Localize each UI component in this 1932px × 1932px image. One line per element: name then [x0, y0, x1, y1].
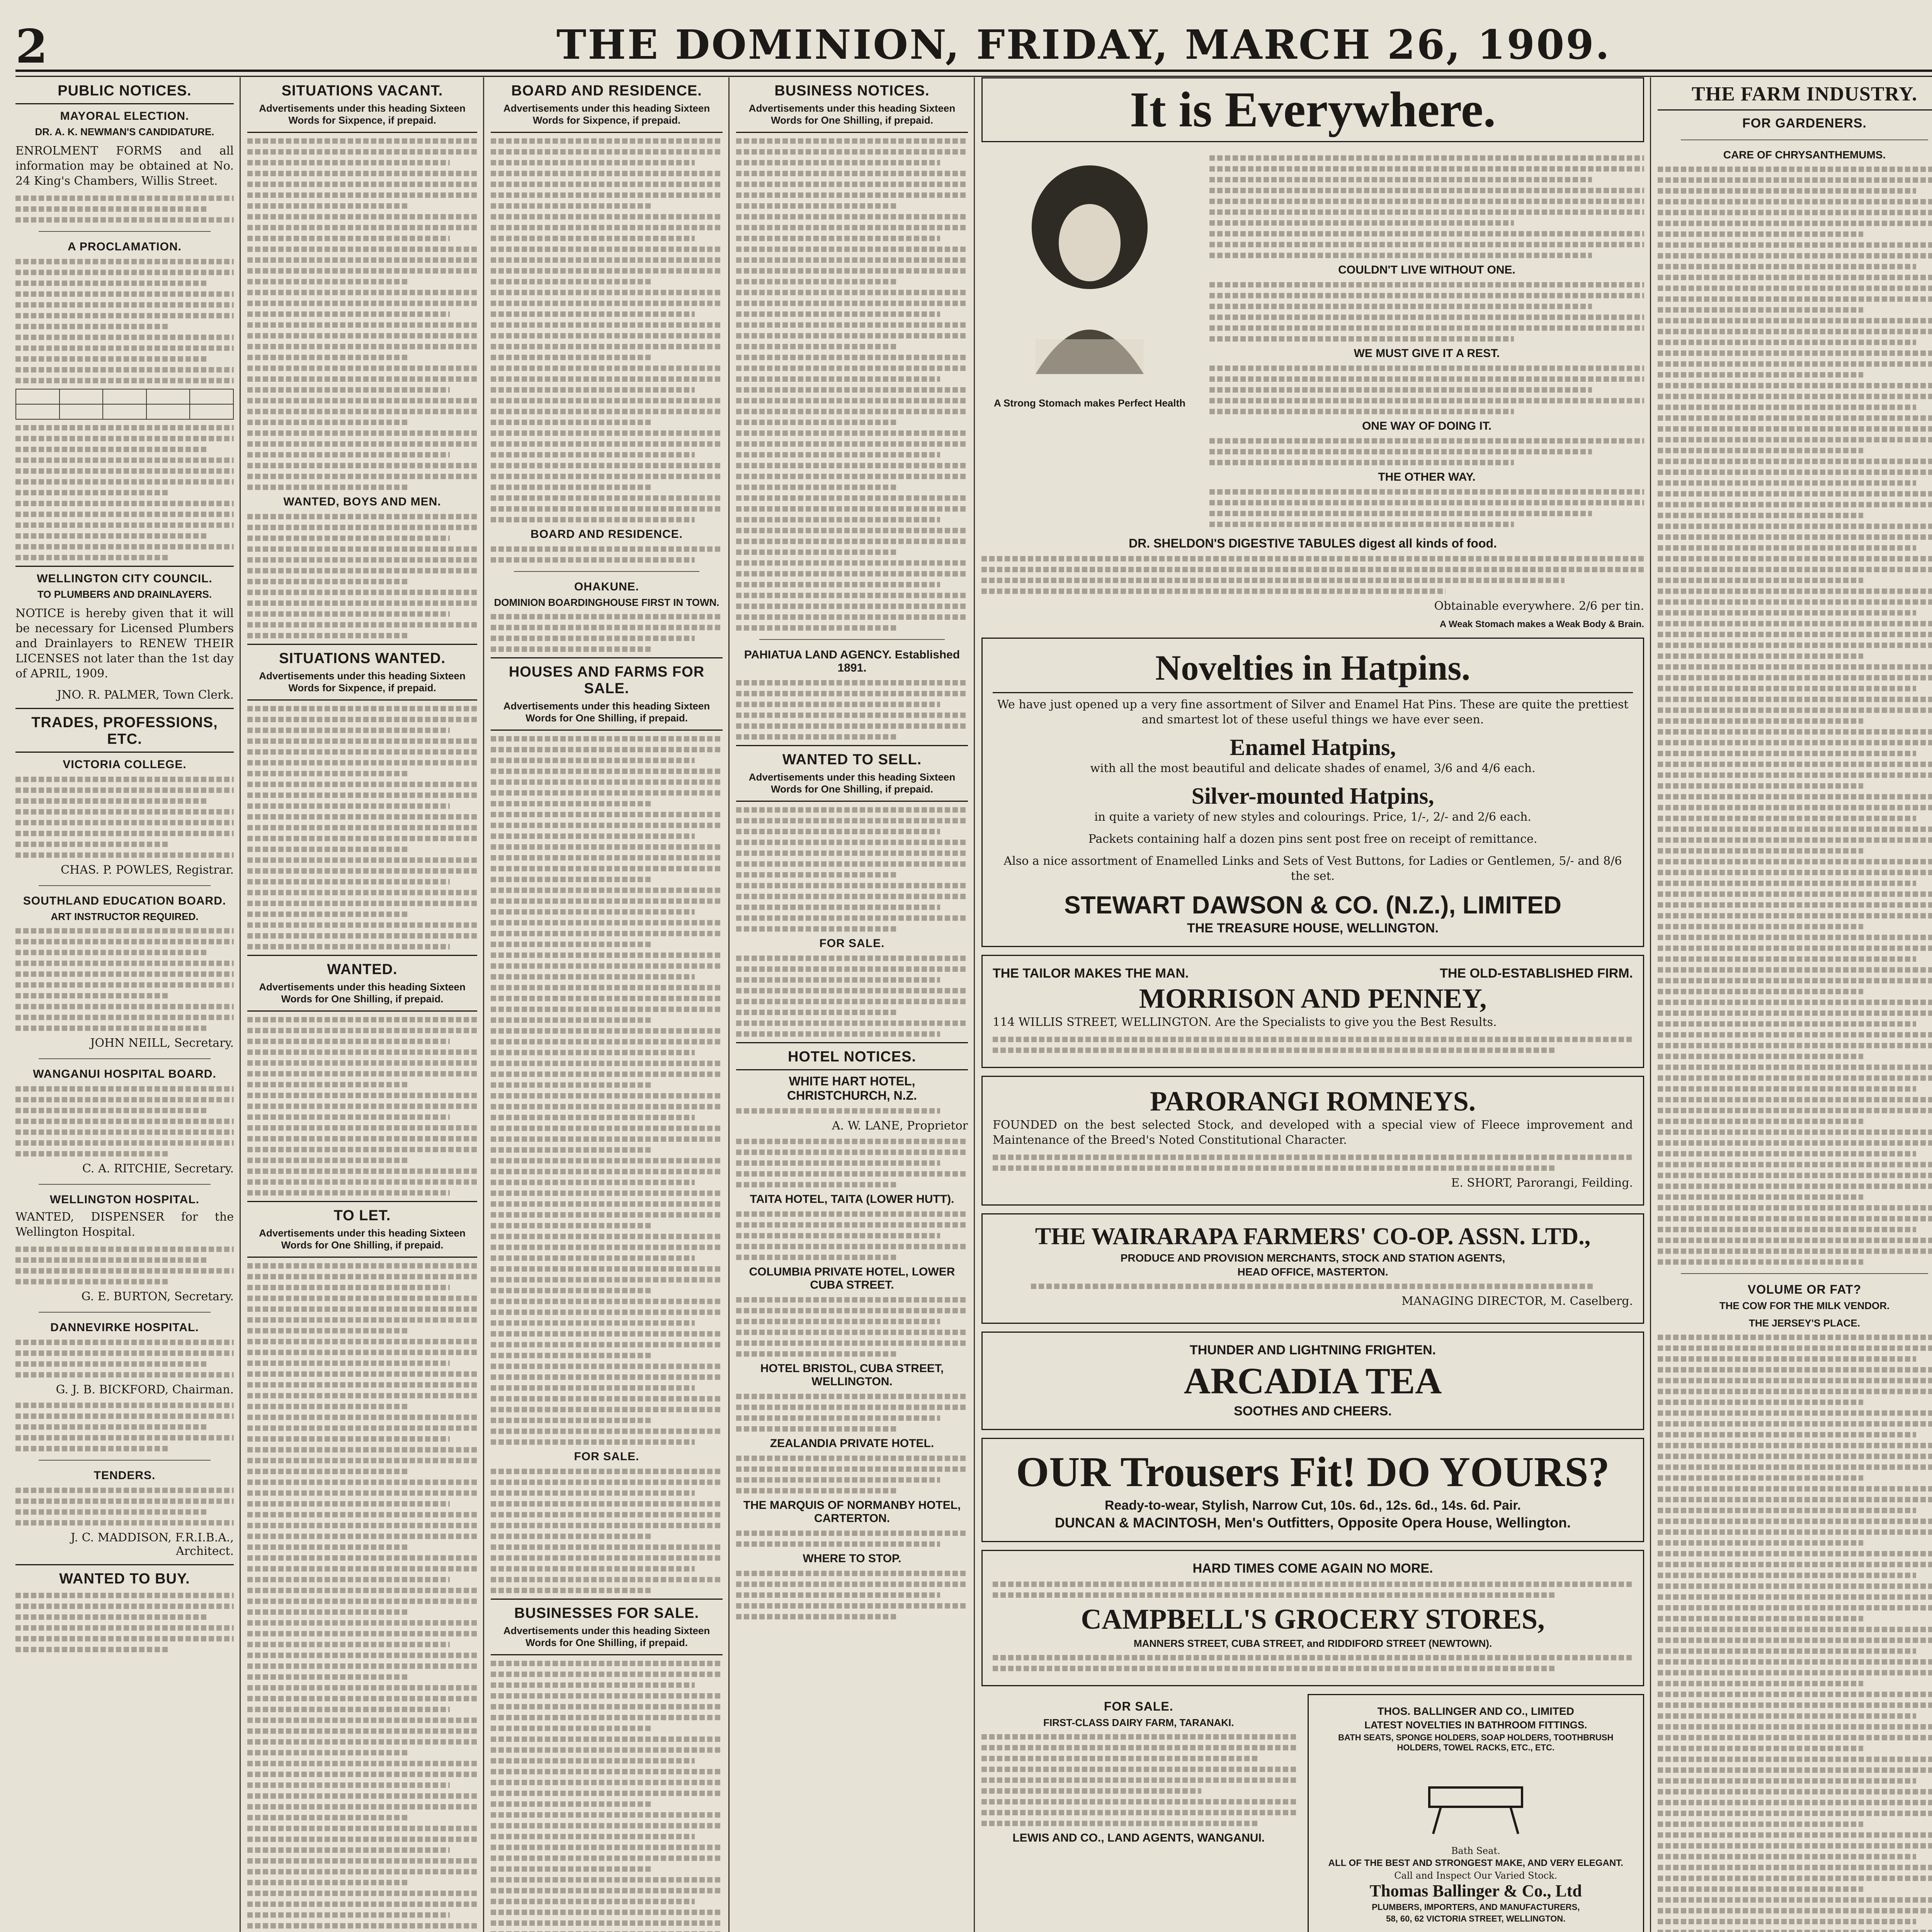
enamel-heading: Enamel Hatpins,: [1230, 735, 1396, 760]
ballinger-latest: LATEST NOVELTIES IN BATHROOM FITTINGS.: [1364, 1719, 1587, 1731]
section-subheading: FOR GARDENERS.: [1742, 116, 1867, 131]
column-rule: [974, 77, 975, 1932]
treasure-house: THE TREASURE HOUSE, WELLINGTON.: [1187, 921, 1439, 935]
enamel-text: with all the most beautiful and delicate shades of enamel, 3/6 and 4/6 each.: [1090, 762, 1536, 775]
section-heading: WANTED TO SELL.: [782, 752, 922, 768]
page-number: 2: [15, 19, 48, 74]
section-heading: BOARD AND RESIDENCE.: [531, 528, 683, 541]
masthead: [15, 15, 1932, 74]
ballinger-trade: PLUMBERS, IMPORTERS, AND MANUFACTURERS,: [1372, 1902, 1580, 1912]
shelton-illustration-left: [981, 150, 1198, 532]
notice-subheading: DR. A. K. NEWMAN'S CANDIDATURE.: [35, 126, 214, 138]
campbell-address: MANNERS STREET, CUBA STREET, and RIDDIFORD STREET (NEWTOWN).: [1133, 1638, 1492, 1649]
section-heading: BOARD AND RESIDENCE.: [511, 83, 702, 99]
notice-subheading: FIRST-CLASS DAIRY FARM, TARANAKI.: [1043, 1717, 1234, 1728]
duncan-name: DUNCAN & MACINTOSH, Men's Outfitters, Opposite Opera House, Wellington.: [1054, 1515, 1571, 1531]
ballinger-name: Thomas Ballinger & Co., Ltd: [1369, 1881, 1582, 1900]
notice-signature: G. E. BURTON, Secretary.: [81, 1290, 234, 1303]
illustration-caption: A Strong Stomach makes Perfect Health: [993, 397, 1186, 409]
silver-heading: Silver-mounted Hatpins,: [1191, 783, 1434, 809]
wairarapa-head: HEAD OFFICE, MASTERTON.: [1237, 1266, 1388, 1278]
page-title: THE DOMINION, FRIDAY, MARCH 26, 1909.: [556, 21, 1611, 68]
parorangi-title: PARORANGI ROMNEYS.: [1150, 1086, 1476, 1117]
notice-signature: JOHN NEILL, Secretary.: [90, 1036, 234, 1050]
notice-heading: HOTEL BRISTOL, CUBA STREET, WELLINGTON.: [760, 1362, 944, 1388]
section-heading: TRADES, PROFESSIONS, ETC.: [31, 714, 218, 747]
column-rule: [728, 77, 730, 1932]
hatpins-text: We have just opened up a very fine assortment of Silver and Enamel Hat Pins. These are quite the prettiest and smartest lot of these useful things we have ever seen.: [997, 698, 1629, 726]
section-heading: WANTED, BOYS AND MEN.: [283, 495, 441, 508]
article-subheading: THE COW FOR THE MILK VENDOR.: [1719, 1300, 1890, 1311]
notice-signature: CHAS. P. POWLES, Registrar.: [61, 863, 234, 877]
column-public-notices: [15, 77, 234, 1932]
notice-subheading: DOMINION BOARDINGHOUSE FIRST IN TOWN.: [494, 597, 719, 608]
ballinger-call: Call and Inspect Our Varied Stock.: [1394, 1870, 1558, 1881]
campbell-hard-times: HARD TIMES COME AGAIN NO MORE.: [1192, 1561, 1433, 1576]
text-heading: ONE WAY OF DOING IT.: [1362, 420, 1492, 432]
section-heading: PUBLIC NOTICES.: [58, 83, 192, 99]
notice-heading: COLUMBIA PRIVATE HOTEL, LOWER CUBA STREET.: [749, 1265, 955, 1291]
masthead-rule: [15, 70, 1932, 77]
notice-heading: FOR SALE.: [819, 937, 885, 950]
section-heading: TO LET.: [333, 1208, 391, 1224]
shelton-text: [1209, 150, 1644, 532]
section-subheading: Advertisements under this heading Sixteen Words for One Shilling, if prepaid.: [259, 1227, 466, 1251]
morrison-address: 114 WILLIS STREET, WELLINGTON. Are the Specialists to give you the Best Results.: [993, 1015, 1497, 1029]
wairarapa-sub: PRODUCE AND PROVISION MERCHANTS, STOCK AND STATION AGENTS,: [1120, 1252, 1505, 1264]
section-subheading: Advertisements under this heading Sixteen Words for Sixpence, if prepaid.: [503, 102, 710, 126]
notice-signature: J. C. MADDISON, F.R.I.B.A., Architect.: [70, 1531, 234, 1558]
parorangi-signature: E. SHORT, Parorangi, Feilding.: [1451, 1176, 1633, 1190]
ballinger-head: THOS. BALLINGER AND CO., LIMITED: [1377, 1705, 1574, 1717]
notice-text: ENROLMENT FORMS and all information may be obtained at No. 24 King's Chambers, Willis Street.: [15, 144, 234, 188]
arcadia-title: ARCADIA TEA: [1184, 1360, 1442, 1401]
arcadia-ad: [981, 1332, 1644, 1430]
arcadia-sub: SOOTHES AND CHEERS.: [1234, 1404, 1392, 1418]
section-heading: THE FARM INDUSTRY.: [1692, 83, 1917, 105]
section-heading: WANTED.: [327, 961, 398, 978]
notice-subheading: TO PLUMBERS AND DRAINLAYERS.: [37, 588, 212, 600]
notice-signature: A. W. LANE, Proprietor: [832, 1119, 968, 1133]
trousers-title: OUR Trousers Fit! DO YOURS?: [1016, 1448, 1610, 1495]
column-rule: [240, 77, 241, 1932]
ballinger-seat: Bath Seat.: [1451, 1845, 1500, 1856]
section-heading: HOTEL NOTICES.: [787, 1049, 917, 1065]
column-board-residence: [491, 77, 723, 1932]
dairy-farm-ad: [981, 1694, 1296, 1932]
silver-text: in quite a variety of new styles and colourings. Price, 1/-, 2/- and 2/6 each.: [1094, 810, 1531, 824]
notice-heading: FOR SALE.: [1104, 1699, 1173, 1713]
also-text: Also a nice assortment of Enamelled Links and Sets of Vest Buttons, for Ladies or Gentlemen, 5/- and 8/6 the set.: [1003, 854, 1622, 883]
article-heading: CARE OF CHRYSANTHEMUMS.: [1723, 149, 1886, 161]
lower-ads: [981, 1694, 1644, 1932]
section-subheading: Advertisements under this heading Sixteen Words for One Shilling, if prepaid.: [503, 700, 710, 724]
notice-heading: ZEALANDIA PRIVATE HOTEL.: [770, 1437, 934, 1450]
section-subheading: Advertisements under this heading Sixteen Words for One Shilling, if prepaid.: [503, 1625, 710, 1648]
campbell-name: CAMPBELL'S GROCERY STORES,: [1081, 1604, 1545, 1635]
ballinger-ad: [1308, 1694, 1645, 1932]
notice-signature: G. J. B. BICKFORD, Chairman.: [56, 1383, 234, 1396]
section-subheading: Advertisements under this heading Sixteen Words for One Shilling, if prepaid.: [748, 771, 956, 795]
illustration-caption: A Weak Stomach makes a Weak Body & Brain.: [1439, 619, 1644, 629]
notice-heading: A PROCLAMATION.: [68, 240, 182, 253]
hatpins-ad: [981, 638, 1644, 947]
notice-heading: WANGANUI HOSPITAL BOARD.: [33, 1068, 216, 1080]
hatpins-title: Novelties in Hatpins.: [1155, 648, 1471, 687]
notice-heading: MAYORAL ELECTION.: [60, 110, 189, 122]
notice-heading: WELLINGTON CITY COUNCIL.: [37, 572, 213, 585]
schedule-table: [15, 389, 234, 420]
packets-text: Packets containing half a dozen pins sent post free on receipt of remittance.: [1088, 832, 1537, 846]
stewart-dawson-name: STEWART DAWSON & CO. (N.Z.), LIMITED: [1064, 891, 1562, 919]
parorangi-ad: [981, 1076, 1644, 1206]
notice-subheading: ART INSTRUCTOR REQUIRED.: [51, 911, 199, 922]
notice-heading: WHITE HART HOTEL, CHRISTCHURCH, N.Z.: [787, 1074, 917, 1102]
shelton-tabules: DR. SHELDON'S DIGESTIVE TABULES digest all kinds of food.: [1129, 536, 1497, 550]
notice-heading: THE MARQUIS OF NORMANBY HOTEL, CARTERTON.: [743, 1499, 961, 1525]
column-rule: [483, 77, 484, 1932]
tailor-right: THE OLD-ESTABLISHED FIRM.: [1440, 966, 1633, 981]
notice-heading: DANNEVIRKE HOSPITAL.: [50, 1321, 199, 1334]
campbell-ad: [981, 1550, 1644, 1686]
notice-signature: LEWIS AND CO., LAND AGENTS, WANGANUI.: [1012, 1832, 1265, 1844]
text-heading: WE MUST GIVE IT A REST.: [1354, 347, 1500, 360]
trousers-ad: [981, 1438, 1644, 1542]
notice-heading: SOUTHLAND EDUCATION BOARD.: [23, 895, 226, 907]
trousers-sub: Ready-to-wear, Stylish, Narrow Cut, 10s. 6d., 12s. 6d., 14s. 6d. Pair.: [1104, 1498, 1521, 1513]
section-heading: WANTED TO BUY.: [59, 1571, 190, 1587]
column-farm-industry: [1658, 77, 1932, 1932]
section-heading: BUSINESS NOTICES.: [774, 83, 930, 99]
wairarapa-title: THE WAIRARAPA FARMERS' CO-OP. ASSN. LTD.,: [1035, 1223, 1591, 1250]
column-situations: [247, 77, 477, 1932]
notice-heading: PAHIATUA LAND AGENCY. Established 1891.: [744, 648, 960, 674]
woman-portrait-icon: [989, 158, 1190, 389]
shelton-ad: [981, 150, 1644, 532]
ballinger-best: ALL OF THE BEST AND STRONGEST MAKE, AND VERY ELEGANT.: [1328, 1858, 1623, 1868]
morrison-ad: [981, 955, 1644, 1068]
ballinger-items: BATH SEATS, SPONGE HOLDERS, SOAP HOLDERS, TOOTHBRUSH HOLDERS, TOWEL RACKS, ETC., ETC.: [1338, 1733, 1614, 1752]
section-subheading: Advertisements under this heading Sixteen Words for Sixpence, if prepaid.: [259, 670, 466, 694]
notice-heading: VICTORIA COLLEGE.: [63, 758, 187, 771]
section-heading: SITUATIONS WANTED.: [279, 650, 446, 667]
notice-heading: TAITA HOTEL, TAITA (LOWER HUTT).: [750, 1193, 954, 1206]
notice-text: NOTICE is hereby given that it will be necessary for Licensed Plumbers and Drainlayers to RENEW THEIR LICENSES not later than the 1st day of APRIL, 1909.: [15, 607, 234, 680]
shelton-price: Obtainable everywhere. 2/6 per tin.: [1434, 599, 1644, 613]
notice-heading: OHAKUNE.: [574, 580, 639, 593]
section-subheading: Advertisements under this heading Sixteen Words for One Shilling, if prepaid.: [748, 102, 956, 126]
section-heading: BUSINESSES FOR SALE.: [514, 1605, 699, 1621]
everywhere-headline: It is Everywhere.: [981, 77, 1644, 142]
column-business-notices: [736, 77, 968, 1932]
wairarapa-ad: [981, 1213, 1644, 1324]
morrison-name: MORRISON AND PENNEY,: [1139, 983, 1487, 1014]
arcadia-thunder: THUNDER AND LIGHTNING FRIGHTEN.: [1189, 1343, 1436, 1357]
article-heading: VOLUME OR FAT?: [1747, 1282, 1862, 1296]
text-heading: THE OTHER WAY.: [1378, 471, 1476, 483]
section-subheading: Advertisements under this heading Sixteen Words for One Shilling, if prepaid.: [259, 981, 466, 1005]
article-subheading: THE JERSEY'S PLACE.: [1749, 1317, 1860, 1329]
wairarapa-manager: MANAGING DIRECTOR, M. Caselberg.: [1401, 1294, 1633, 1308]
notice-heading: TENDERS.: [94, 1469, 156, 1482]
text-heading: COULDN'T LIVE WITHOUT ONE.: [1338, 264, 1515, 276]
notice-heading: WELLINGTON HOSPITAL.: [49, 1193, 200, 1206]
section-subheading: Advertisements under this heading Sixteen Words for Sixpence, if prepaid.: [259, 102, 466, 126]
parorangi-text: FOUNDED on the best selected Stock, and developed with a special view of Fleece improvement and Maintenance of the Breed's Noted Constitutional Character.: [993, 1118, 1633, 1147]
ballinger-address: 58, 60, 62 VICTORIA STREET, WELLINGTON.: [1386, 1914, 1566, 1923]
section-heading: HOUSES AND FARMS FOR SALE.: [509, 664, 705, 697]
notice-text: WANTED, DISPENSER for the Wellington Hospital.: [15, 1210, 234, 1239]
column-rule: [1650, 77, 1651, 1932]
notice-signature: C. A. RITCHIE, Secretary.: [82, 1162, 234, 1175]
section-heading: SITUATIONS VACANT.: [281, 83, 443, 99]
tailor-left: THE TAILOR MAKES THE MAN.: [993, 966, 1189, 981]
notice-heading: FOR SALE.: [574, 1450, 639, 1463]
bath-seat-icon: [1418, 1760, 1534, 1838]
notice-heading: WHERE TO STOP.: [803, 1552, 901, 1565]
notice-signature: JNO. R. PALMER, Town Clerk.: [57, 688, 234, 702]
column-advertisements: [981, 77, 1644, 1932]
